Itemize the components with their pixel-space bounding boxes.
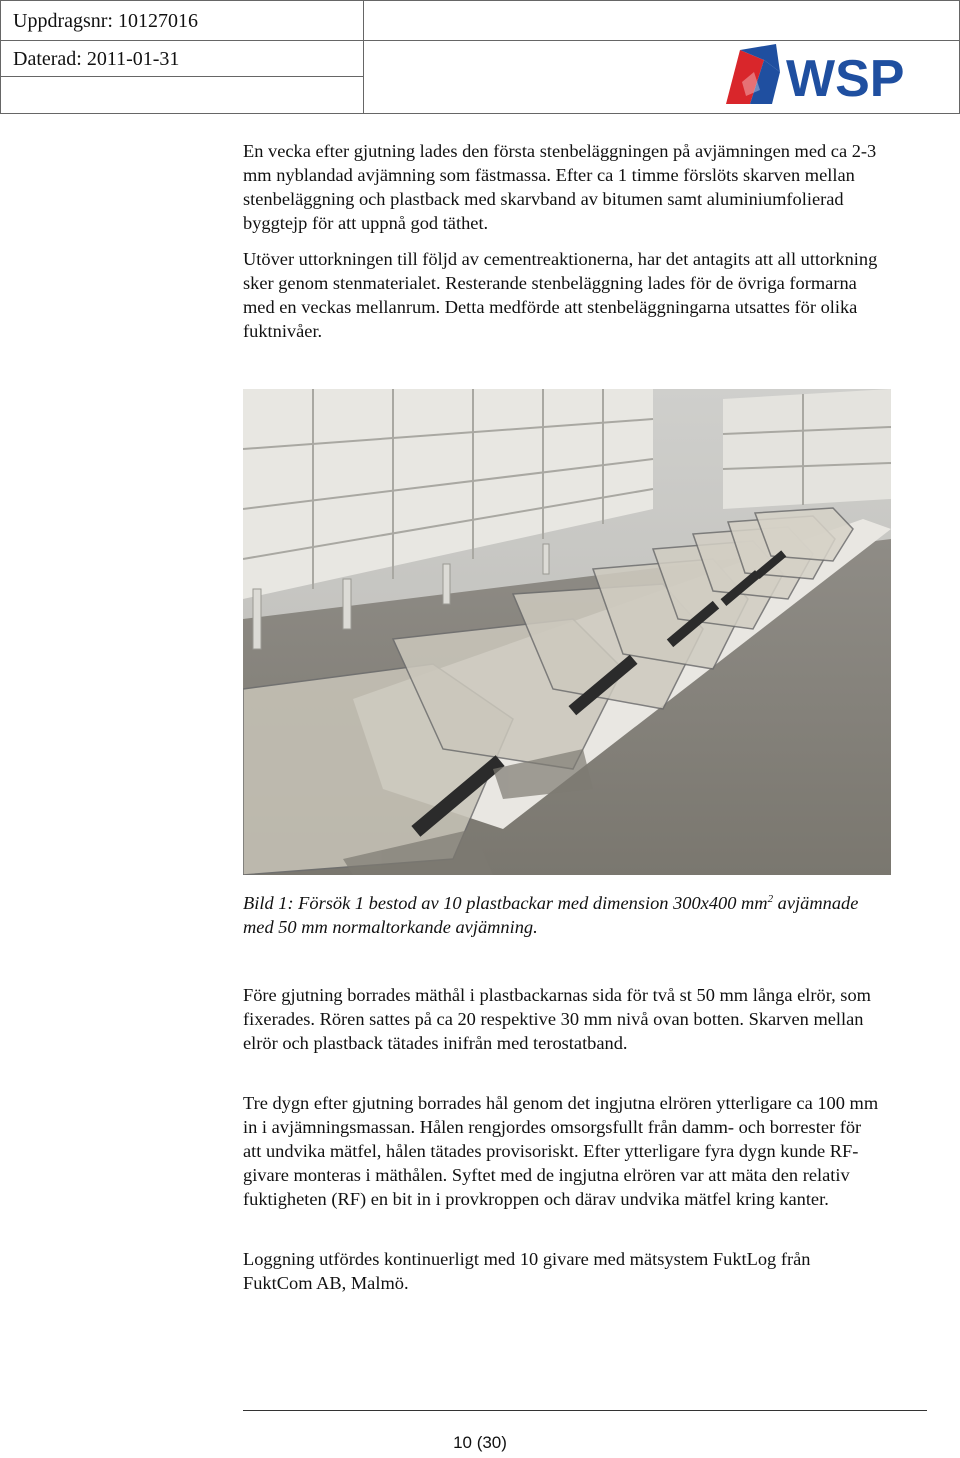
daterad-text: Daterad: 2011-01-31 (13, 48, 180, 70)
document-header (0, 0, 960, 114)
paragraph-loggning: Loggning utfördes kontinuerligt med 10 givare med mätsystem FuktLog från FuktCom AB, Malmö. (243, 1249, 811, 1293)
footer-rule (243, 1410, 927, 1411)
caption-superscript: 2 (767, 893, 774, 905)
photo-caption (243, 887, 893, 939)
header-cell-uppdragsnr (0, 0, 364, 41)
paragraph-matthal: Före gjutning borrades mäthål i plastbackarnas sida för två st 50 mm långa elrör, som fixerades. Rören sattes på ca 20 respektive 30 mm nivå ovan botten. Skarven mellan elrör och plastback tätades inifrån med terostatband. (243, 985, 871, 1053)
caption-end: avjämnade med 50 mm normaltorkande avjämning. (243, 893, 859, 938)
paragraph-uttorkning: Utöver uttorkningen till följd av cementreaktionerna, har det antagits att all uttorkning sker genom stenmaterialet. Resterande stenbeläggning lades för de övriga formarna med en veckas mellanrum. Detta medförde att stenbeläggningarna utsattes för olika fuktnivåer. (243, 249, 878, 341)
page-number: 10 (30) (453, 1433, 507, 1452)
paragraph-stenbelaggning: En vecka efter gjutning lades den första stenbeläggningen på avjämningen med ca 2-3 mm nyblandad avjämning som fästmassa. Efter ca 1 timme förslöts skarven mellan stenbeläggning och plastback med skarvband av bitumen samt aluminiumfolierad byggtejp för att uppnå god täthet. (243, 141, 877, 233)
uppdragsnr-text: Uppdragsnr: 10127016 (13, 10, 198, 32)
svg-text:WSP: WSP (786, 50, 905, 108)
caption-main: Bild 1: Försök 1 bestod av 10 plastbackar med dimension 300x400 mm (243, 893, 768, 914)
paragraph-rf-givare: Tre dygn efter gjutning borrades hål genom det ingjutna elrören ytterligare ca 100 mm in i avjämningsmassan. Hålen rengjordes omsorgsfullt från damm- och borrester för att undvika mätfel, hålen tätades provisoriskt. Efter ytterligare fyra dygn kunde RF-givare monteras i mäthålen. Syftet med de ingjutna elrören var att mäta den relativ fuktigheten (RF) en bit in i provkroppen och därav undvika mätfel kring kanter. (243, 1093, 879, 1209)
header-cell-daterad (0, 40, 364, 77)
photo-illustration (243, 389, 891, 875)
wsp-logo (720, 42, 920, 108)
photo-plastbackar (243, 389, 891, 875)
header-cell-empty-top (363, 0, 960, 41)
header-cell-empty (0, 76, 364, 114)
